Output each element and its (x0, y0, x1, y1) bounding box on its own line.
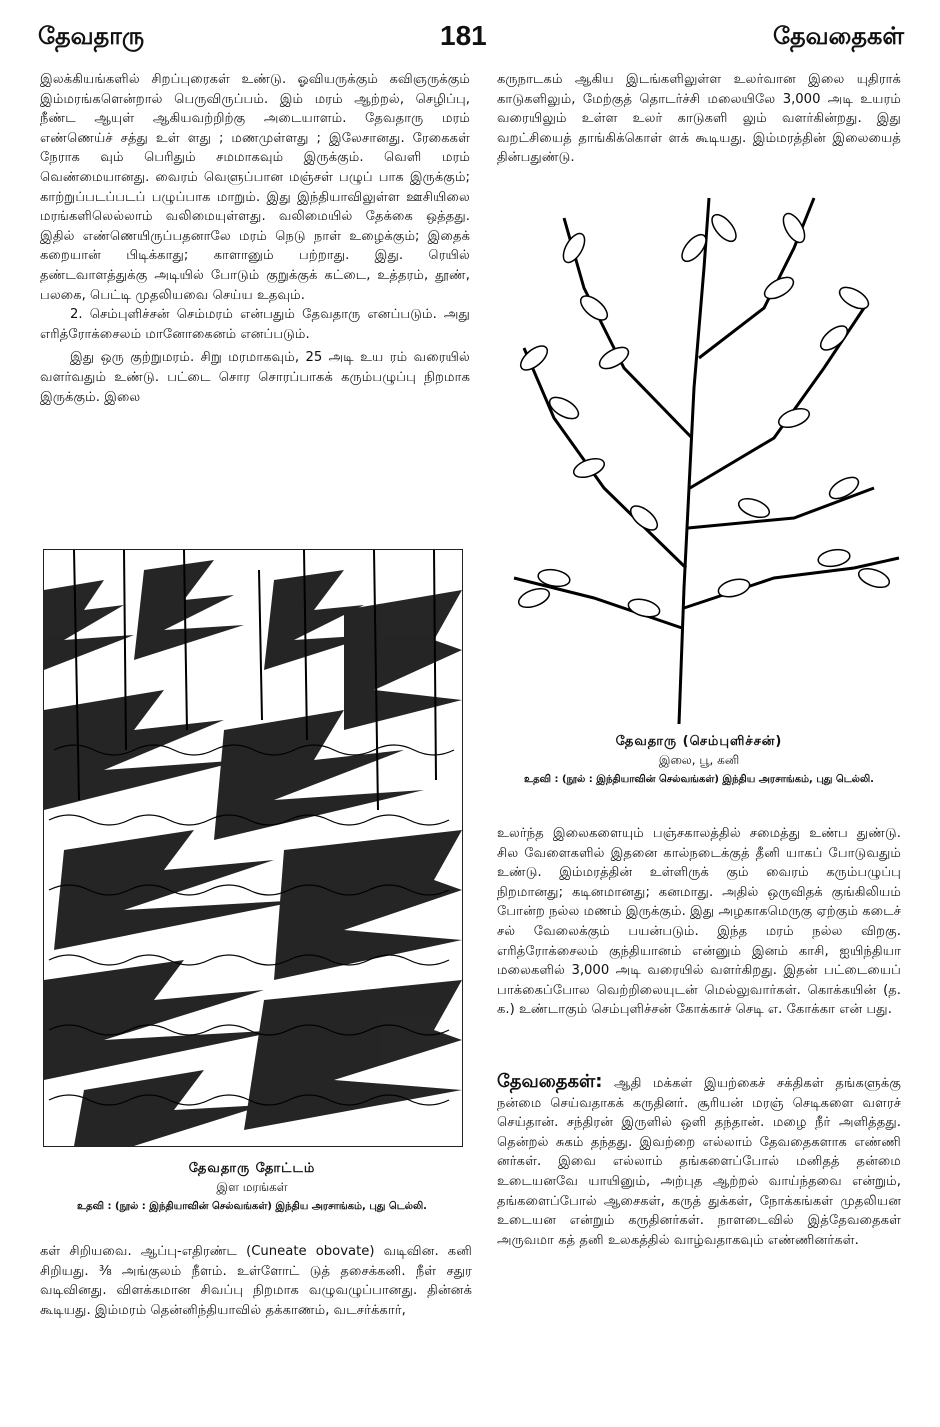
right-column-bottom (497, 1072, 901, 1250)
forest-photo-drawing (44, 550, 462, 1146)
paragraph: இது ஒரு குற்றுமரம். சிறு மரமாகவும், 25 அடி உய ரம் வரையில் வளர்வதும் உண்டு. பட்டை சொர சொரப்பாகக் கரும்பழுப்பு நிறமாக இருக்கும். இலை (40, 350, 470, 405)
entry-headword: தேவதைகள்: (497, 1071, 603, 1092)
illustration-caption (497, 733, 901, 787)
running-head-left: தேவதாரு (38, 22, 145, 50)
paragraph: கருநாடகம் ஆகிய இடங்களிலுள்ள உலர்வான இலை யுதிராக் காடுகளிலும், மேற்குத் தொடர்ச்சி மலையிலே 3,000 அடி உயரம் வரையிலும் உள்ள உலர் காடுகளி லும் வளர்கின்றது. இது வறட்சியைத் தாங்கிக்கொள் ளக் கூடியது. இம்மரத்தின் இலையைத் தின்பதுண்டு. (497, 72, 901, 166)
paragraph: உலர்ந்த இலைகளையும் பஞ்சகாலத்தில் சமைத்து உண்ப துண்டு. சில வேளைகளில் இதனை கால்நடைக்குத் தீனி யாகப் போடுவதும் உண்டு. இம்மரத்தின் உள்ளிருக் கும் வைரம் கரும்பழுப்பு நிறமானது; கடினமானது; கனமாது. அதில் ஒருவிதக் குங்கிலியம் போன்ற நல்ல மணம் இருக்கும். இது அழகாகமெருகு ஏற்கும் கடைச் சல் வேலைக்கும் பயன்படும். இந்த மரம் நல்ல விறகு. எரித்ரோக்சைலம் குந்தியானம் என்னும் இனம் காசி, ஐயிந்தியா மலைகளில் 3,000 அடி வரையில் வளர்கிறது. இதன் பட்டையைப் பாக்கைப்போல வெற்றிலையுடன் மெல்லுவார்கள். கொக்கயின் (த. க.) உண்டாகும் செம்புளிச்சன் கோக்காச் செடி எ. கோக்கா என் பது. (497, 826, 901, 1018)
left-column-top (40, 70, 470, 407)
running-head-right: தேவதைகள் (773, 22, 904, 50)
right-column-middle (497, 824, 901, 1020)
branch-drawing (494, 188, 904, 724)
caption-title: தேவதாரு (செம்புளிச்சன்) (615, 734, 783, 749)
forest-photo (43, 549, 463, 1147)
page-header (0, 18, 940, 58)
caption-credit: உதவி : (நூல் : இந்தியாவின் செல்வங்கள்) இந்திய அரசாங்கம், புது டெல்லி. (524, 774, 874, 785)
plant-illustration (494, 188, 904, 724)
left-column-bottom (40, 1242, 472, 1320)
caption-subtitle: இலை, பூ, கனி (658, 753, 740, 767)
page-number: 181 (440, 20, 487, 51)
right-column-top (497, 70, 901, 168)
paragraph: 2. செம்புளிச்சன் செம்மரம் என்பதும் தேவதாரு எனப்படும். அது எரித்ரோக்சைலம் மானோகைனம் எனப்படும். (40, 307, 470, 342)
paragraph: கள் சிறியவை. ஆப்பு-எதிரண்ட (Cuneate obovate) வடிவின. கனி சிறியது. ⅜ அங்குலம் நீளம். உள்ளோட் டுத் தசைக்கனி. நீள் சதுர வடிவினது. விளக்கமான சிவப்பு நிறமாக வழுவழுப்பானது. தின்னக் கூடியது. இம்மரம் தென்னிந்தியாவில் தக்காணம், வடசர்க்கார், (40, 1244, 472, 1318)
paragraph: இலக்கியங்களில் சிறப்புரைகள் உண்டு. ஓவியருக்கும் கவிஞருக்கும் இம்மரங்களென்றால் பெருவிருப்பம். இம் மரம் ஆற்றல், செழிப்பு, நீண்ட ஆயுள் ஆகியவற்றிற்கு அடையாளம். தேவதாரு மரம் எண்ணெய்ச் சத்து உள் ளது ; மணமுள்ளது ; இலேசானது. ரேகைகள் நேராக வும் பெரிதும் சமமாகவும் இருக்கும். வெளி மரம் வெண்மையானது. வைரம் வெளுப்பான மஞ்சள் பழுப் பாக இருக்கும்; காற்றுப்படப்படப் பழுப்பாக மாறும். இது இந்தியாவிலுள்ள ஊசியிலை மரங்களிலெல்லாம் வலிமையுள்ளது. வலிமையில் தேக்கை ஒத்தது. இதில் எண்ணெயிருப்பதனாலே மரம் நெடு நாள் உழைக்கும்; இதைக் கறையான் பிடிக்காது; காளானும் பற்றாது. இது. ரெயில் தண்டவாளத்துக்கு அடியில் போடும் குறுக்குக் கட்டை, உத்தரம், தூண், பலகை, பெட்டி முதலியவை செய்ய உதவும். (40, 72, 470, 303)
caption-credit: உதவி : (நூல் : இந்தியாவின் செல்வங்கள்) இந்திய அரசாங்கம், புது டெல்லி. (77, 1201, 427, 1212)
caption-title: தேவதாரு தோட்டம் (188, 1161, 316, 1176)
photo-caption (43, 1160, 461, 1214)
entry-text: ஆதி மக்கள் இயற்கைச் சக்திகள் தங்களுக்கு நன்மை செய்வதாகக் கருதினர். சூரியன் மரஞ் செடிகளை வளரச் செய்தான். சந்திரன் இருளில் ஒளி தந்தான். மழை நீர் அளித்தது. தென்றல் சுகம் தந்தது. இவற்றை எல்லாம் தேவதைகளாக எண்ணி னர்கள். இவை எல்லாம் தங்களைப்போல் மனிதத் தன்மை உடையனவே யாயினும், அற்புத ஆற்றல் வாய்ந்தவை என்றும், தங்களைப்போல் ஆசைகள், கருத் துக்கள், நோக்கங்கள் முதலியன உடையன என்றும் கருதினர்கள். நாளடைவில் இத்தேவதைகள் அருவமா கத் தனி உலகத்தில் வாழ்வதாகவும் எண்ணினர்கள். (497, 1076, 901, 1248)
caption-subtitle: இள மரங்கள் (216, 1180, 288, 1194)
paragraph (497, 1072, 901, 1250)
